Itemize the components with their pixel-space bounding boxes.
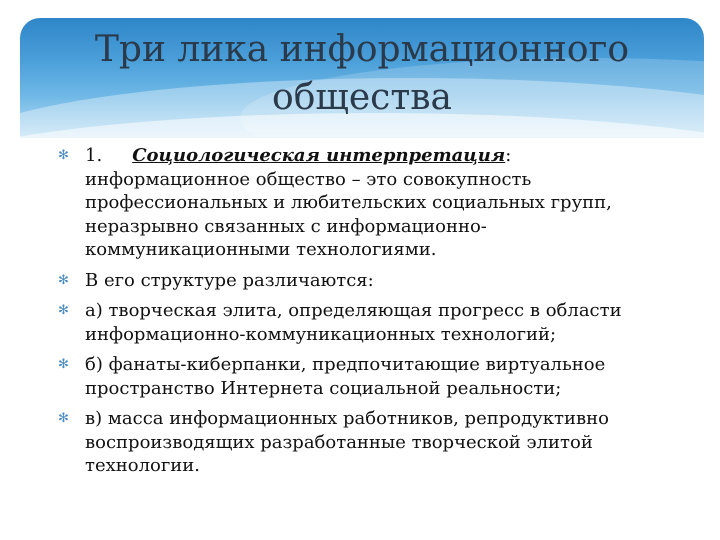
slide-title xyxy=(20,26,704,122)
item-text: в) масса информационных работников, репродуктивно воспроизводящих разработанные творческой элитой технологии. xyxy=(85,408,609,476)
slide-title-line: общества xyxy=(272,77,452,118)
asterisk-bullet-icon: ✻ xyxy=(58,303,69,318)
asterisk-bullet-icon: ✻ xyxy=(58,272,69,288)
item-term: Социологическая интерпретация xyxy=(132,145,506,166)
item-text: а) творческая элита, определяющая прогресс в области информационно-коммуникационных технологий; xyxy=(85,300,622,345)
asterisk-bullet-icon: ✻ xyxy=(58,411,69,426)
item-text: : информационное общество – это совокупность профессиональных и любительских социальных групп, неразрывно связанных с информационно-коммуникационными технологиями. xyxy=(85,145,612,260)
list-item xyxy=(58,299,668,346)
asterisk-bullet-icon: ✻ xyxy=(58,148,69,163)
list-item xyxy=(58,353,668,400)
asterisk-bullet-icon: ✻ xyxy=(58,357,69,372)
item-text: В его структуре различаются: xyxy=(85,269,374,291)
slide-title-line: Три лика информационного xyxy=(94,29,630,70)
bullet-list xyxy=(58,144,668,485)
item-text: б) фанаты-киберпанки, предпочитающие виртуальное пространство Интернета социальной реальности; xyxy=(85,354,606,399)
list-item xyxy=(58,144,668,262)
list-item xyxy=(58,407,668,478)
list-item xyxy=(58,269,668,293)
item-number: 1. xyxy=(85,145,103,166)
